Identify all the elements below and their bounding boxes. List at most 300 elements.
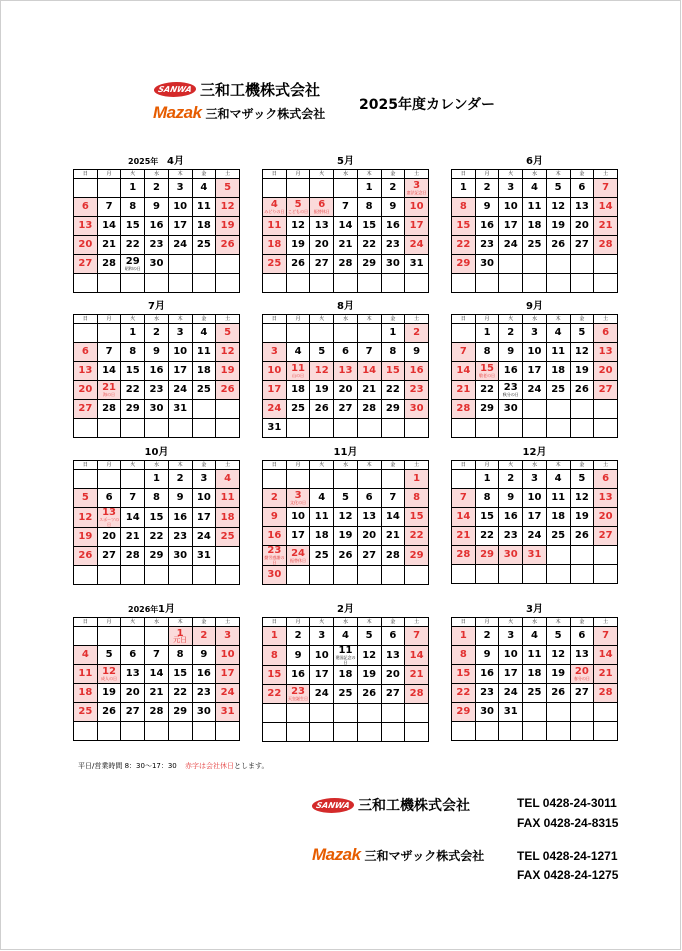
day-cell [381, 400, 405, 419]
day-number: 2 [294, 630, 302, 641]
day-number: 17 [314, 669, 329, 680]
holiday-day-cell [263, 400, 287, 419]
empty-cell [357, 723, 381, 742]
day-cell [97, 255, 121, 274]
day-cell [381, 255, 405, 274]
week-row [74, 274, 240, 293]
day-cell [145, 179, 169, 198]
empty-cell [570, 274, 594, 293]
day-cell [97, 400, 121, 419]
calendar-grid [73, 314, 240, 438]
day-number: 17 [196, 511, 211, 523]
day-cell [381, 666, 405, 685]
week-row [452, 179, 618, 198]
holiday-name: 昭和の日 [124, 266, 141, 271]
day-cell [357, 527, 381, 546]
day-cell [475, 627, 499, 646]
day-cell [523, 527, 547, 546]
day-number: 24 [220, 687, 235, 698]
empty-cell [145, 627, 169, 646]
empty-cell [263, 723, 287, 742]
day-number: 15 [480, 363, 495, 374]
day-number: 27 [125, 706, 140, 717]
empty-cell [499, 722, 523, 741]
weekday-header: 金 [192, 618, 216, 627]
day-number: 27 [78, 258, 93, 269]
day-cell [310, 666, 334, 685]
day-number: 14 [598, 201, 613, 212]
day-cell [523, 236, 547, 255]
holiday-day-cell [452, 362, 476, 381]
empty-cell [475, 419, 499, 438]
day-number: 15 [125, 365, 140, 376]
day-number: 19 [551, 668, 566, 679]
week-row [263, 470, 429, 489]
day-cell [97, 236, 121, 255]
day-cell [334, 666, 358, 685]
day-number: 3 [507, 182, 515, 193]
day-number: 20 [385, 669, 400, 680]
day-number: 11 [338, 645, 353, 656]
holiday-day-cell [405, 627, 429, 646]
holiday-day-cell [216, 684, 240, 703]
month-panel [73, 603, 240, 741]
day-number: 12 [574, 492, 589, 503]
day-cell [334, 527, 358, 546]
week-row [74, 324, 240, 343]
day-number: 4 [294, 346, 302, 357]
day-number: 26 [102, 706, 117, 717]
empty-cell [145, 566, 169, 585]
day-number: 24 [527, 530, 542, 541]
empty-cell [452, 565, 476, 584]
day-cell [310, 217, 334, 236]
empty-cell [74, 419, 98, 438]
empty-cell [74, 470, 98, 489]
day-number: 25 [220, 531, 235, 542]
day-cell [145, 400, 169, 419]
day-cell [381, 198, 405, 217]
day-number: 25 [291, 403, 306, 414]
holiday-day-cell [263, 546, 287, 566]
day-cell [121, 665, 145, 684]
empty-cell [192, 400, 216, 419]
day-number: 9 [152, 346, 160, 357]
day-cell [192, 236, 216, 255]
day-number: 22 [125, 239, 140, 250]
day-cell [381, 381, 405, 400]
holiday-name: 海の日 [103, 392, 116, 397]
holiday-day-cell [263, 627, 287, 646]
document-title: 2025年度カレンダー [359, 97, 496, 113]
day-number: 23 [503, 382, 518, 393]
day-number: 17 [220, 668, 235, 679]
empty-cell [499, 419, 523, 438]
empty-cell [334, 723, 358, 742]
day-cell [145, 198, 169, 217]
day-cell [357, 381, 381, 400]
day-number: 5 [341, 492, 349, 503]
weekday-header: 木 [546, 461, 570, 470]
day-cell [475, 400, 499, 419]
day-number: 26 [291, 258, 306, 269]
day-number: 9 [507, 492, 515, 503]
day-number: 1 [459, 182, 467, 193]
day-number: 10 [503, 649, 518, 660]
day-number: 16 [480, 668, 495, 679]
day-cell [334, 381, 358, 400]
day-number: 28 [456, 403, 471, 414]
day-cell [145, 684, 169, 703]
day-cell [499, 362, 523, 381]
empty-cell [570, 703, 594, 722]
day-number: 31 [196, 550, 211, 561]
day-cell [523, 627, 547, 646]
holiday-day-cell [74, 236, 98, 255]
day-cell [570, 684, 594, 703]
day-number: 16 [149, 220, 164, 231]
day-number: 29 [385, 403, 400, 414]
week-row [263, 646, 429, 666]
holiday-day-cell [74, 547, 98, 566]
holiday-day-cell [216, 627, 240, 646]
day-number: 10 [527, 346, 542, 357]
day-cell [475, 198, 499, 217]
empty-cell [310, 704, 334, 723]
day-number: 7 [105, 201, 113, 212]
day-cell [286, 666, 310, 685]
weekday-header: 月 [97, 170, 121, 179]
day-number: 26 [314, 403, 329, 414]
calendar-grid [451, 460, 618, 584]
day-number: 18 [196, 220, 211, 231]
day-number: 21 [456, 384, 471, 395]
week-row [74, 646, 240, 665]
weekday-header: 土 [405, 315, 429, 324]
weekday-header: 土 [594, 170, 618, 179]
empty-cell [121, 419, 145, 438]
empty-cell [357, 470, 381, 489]
day-number: 29 [456, 258, 471, 269]
day-number: 18 [196, 365, 211, 376]
day-number: 9 [413, 346, 421, 357]
day-number: 2 [483, 182, 491, 193]
weekday-header: 水 [334, 461, 358, 470]
holiday-day-cell [74, 528, 98, 547]
empty-cell [334, 470, 358, 489]
day-cell [286, 508, 310, 527]
day-cell [121, 400, 145, 419]
week-row [74, 508, 240, 528]
empty-cell [74, 179, 98, 198]
day-number: 4 [530, 182, 538, 193]
holiday-day-cell [74, 684, 98, 703]
day-number: 24 [196, 531, 211, 542]
holiday-day-cell [168, 627, 192, 646]
week-row [263, 198, 429, 217]
weekday-header: 日 [263, 618, 287, 627]
day-cell [499, 179, 523, 198]
empty-cell [594, 546, 618, 565]
month-name: 3月 [526, 604, 543, 615]
day-number: 12 [220, 201, 235, 212]
week-row [74, 470, 240, 489]
day-cell [357, 217, 381, 236]
empty-cell [546, 274, 570, 293]
day-number: 15 [125, 220, 140, 231]
month-name: 4月 [167, 156, 184, 167]
day-cell [475, 324, 499, 343]
weekday-header: 月 [286, 618, 310, 627]
day-number: 31 [173, 403, 188, 414]
month-name: 7月 [148, 301, 165, 312]
empty-cell [357, 566, 381, 585]
empty-cell [145, 722, 169, 741]
day-number: 9 [200, 649, 208, 660]
day-cell [310, 508, 334, 527]
weekday-header: 火 [121, 170, 145, 179]
day-number: 21 [385, 530, 400, 541]
day-cell [145, 470, 169, 489]
day-number: 25 [551, 384, 566, 395]
day-number: 7 [365, 346, 373, 357]
empty-cell [97, 324, 121, 343]
day-number: 28 [598, 239, 613, 250]
empty-cell [546, 400, 570, 419]
day-cell [121, 528, 145, 547]
empty-cell [594, 565, 618, 584]
empty-cell [286, 566, 310, 585]
day-number: 20 [314, 239, 329, 250]
day-number: 11 [551, 492, 566, 503]
footer-sanwa-badge-logo: SANWA [310, 798, 355, 813]
holiday-day-cell [405, 666, 429, 685]
weekday-header: 火 [499, 461, 523, 470]
weekday-header: 金 [570, 461, 594, 470]
week-row [263, 179, 429, 198]
day-number: 28 [125, 550, 140, 561]
empty-cell [97, 179, 121, 198]
weekday-header: 月 [286, 461, 310, 470]
holiday-day-cell [405, 381, 429, 400]
day-number: 19 [574, 511, 589, 522]
day-cell [121, 343, 145, 362]
day-number: 11 [314, 511, 329, 522]
empty-cell [310, 419, 334, 438]
empty-cell [168, 419, 192, 438]
empty-cell [334, 566, 358, 585]
day-cell [475, 703, 499, 722]
day-cell [121, 684, 145, 703]
empty-cell [97, 274, 121, 293]
day-number: 29 [125, 403, 140, 414]
day-number: 30 [149, 258, 164, 269]
day-number: 28 [456, 549, 471, 560]
day-number: 24 [173, 384, 188, 395]
day-number: 4 [200, 327, 208, 338]
day-number: 8 [129, 346, 137, 357]
mazak-tel: TEL 0428-24-1271 [517, 849, 618, 863]
day-number: 20 [362, 530, 377, 541]
empty-cell [310, 179, 334, 198]
weekday-header: 火 [310, 315, 334, 324]
day-number: 28 [385, 549, 400, 561]
weekday-header: 日 [263, 461, 287, 470]
weekday-header: 土 [216, 618, 240, 627]
day-cell [523, 179, 547, 198]
day-number: 16 [267, 530, 282, 541]
day-number: 15 [456, 668, 471, 679]
holiday-day-cell [216, 646, 240, 665]
holiday-day-cell [263, 343, 287, 362]
day-number: 14 [338, 220, 353, 231]
day-number: 12 [362, 649, 377, 661]
day-number: 23 [196, 687, 211, 698]
day-number: 11 [527, 649, 542, 660]
weekday-header: 月 [475, 315, 499, 324]
holiday-day-cell [216, 381, 240, 400]
day-cell [334, 198, 358, 217]
holiday-day-cell [74, 489, 98, 508]
day-number: 2 [270, 492, 278, 503]
day-number: 14 [456, 511, 471, 522]
holiday-day-cell [263, 217, 287, 236]
day-number: 1 [176, 628, 184, 639]
calendar-grid [451, 617, 618, 741]
day-number: 27 [338, 403, 353, 414]
empty-cell [570, 722, 594, 741]
day-cell [546, 627, 570, 646]
day-number: 21 [338, 239, 353, 250]
day-number: 30 [267, 569, 282, 580]
week-row [452, 274, 618, 293]
weekday-header: 日 [74, 315, 98, 324]
day-cell [546, 198, 570, 217]
day-cell [475, 646, 499, 665]
day-cell [570, 627, 594, 646]
empty-cell [452, 324, 476, 343]
day-number: 25 [267, 258, 282, 269]
weekday-header: 木 [357, 461, 381, 470]
day-number: 5 [105, 649, 113, 660]
week-row [263, 324, 429, 343]
day-cell [145, 665, 169, 684]
empty-cell [357, 324, 381, 343]
day-number: 29 [362, 258, 377, 269]
holiday-name: 憲法記念日 [406, 190, 427, 195]
empty-cell [475, 565, 499, 584]
empty-cell [286, 704, 310, 723]
day-number: 22 [456, 239, 471, 250]
day-number: 3 [530, 473, 538, 484]
day-number: 21 [598, 220, 613, 231]
day-number: 14 [385, 511, 400, 522]
day-number: 19 [220, 220, 235, 231]
holiday-day-cell [263, 198, 287, 217]
holiday-day-cell [405, 217, 429, 236]
day-number: 12 [291, 220, 306, 231]
weekday-header: 月 [475, 618, 499, 627]
day-number: 26 [220, 239, 235, 250]
day-cell [145, 236, 169, 255]
day-cell [334, 236, 358, 255]
holiday-day-cell [523, 546, 547, 565]
holiday-day-cell [263, 489, 287, 508]
day-number: 20 [338, 384, 353, 395]
day-cell [192, 684, 216, 703]
empty-cell [192, 419, 216, 438]
weekday-header: 月 [97, 461, 121, 470]
day-number: 23 [409, 384, 424, 395]
day-cell [405, 343, 429, 362]
weekday-header: 金 [570, 170, 594, 179]
month-name: 2月 [337, 604, 354, 615]
day-number: 17 [173, 220, 188, 231]
day-cell [475, 508, 499, 527]
weekday-header: 金 [381, 618, 405, 627]
day-number: 27 [362, 549, 377, 561]
day-number: 4 [530, 630, 538, 641]
holiday-day-cell [74, 343, 98, 362]
day-number: 12 [551, 649, 566, 660]
day-number: 3 [318, 630, 326, 641]
day-cell [546, 646, 570, 665]
day-cell [121, 381, 145, 400]
day-number: 19 [314, 384, 329, 395]
weekday-header: 日 [452, 618, 476, 627]
empty-cell [452, 274, 476, 293]
day-number: 25 [527, 239, 542, 250]
day-cell [168, 198, 192, 217]
holiday-day-cell [570, 665, 594, 684]
day-cell [499, 627, 523, 646]
day-number: 20 [598, 511, 613, 522]
day-number: 4 [341, 630, 349, 641]
day-number: 29 [480, 403, 495, 414]
day-cell [357, 508, 381, 527]
week-row [452, 343, 618, 362]
day-cell [121, 179, 145, 198]
holiday-day-cell [405, 489, 429, 508]
day-number: 9 [176, 492, 184, 503]
day-cell [121, 236, 145, 255]
day-number: 16 [173, 511, 188, 523]
day-cell [499, 236, 523, 255]
day-cell [334, 627, 358, 646]
day-cell [334, 400, 358, 419]
day-number: 3 [530, 327, 538, 338]
day-cell [570, 179, 594, 198]
day-cell [145, 343, 169, 362]
day-cell [381, 343, 405, 362]
day-cell [286, 236, 310, 255]
day-cell [97, 217, 121, 236]
mazak-logo [153, 103, 325, 123]
day-number: 9 [389, 201, 397, 212]
month-name: 11月 [333, 447, 358, 458]
holiday-day-cell [334, 362, 358, 381]
holiday-day-cell [594, 646, 618, 665]
day-cell [192, 470, 216, 489]
day-number: 2 [507, 327, 515, 338]
week-row [263, 685, 429, 704]
holiday-day-cell [405, 508, 429, 527]
weekday-header: 火 [499, 618, 523, 627]
day-cell [475, 684, 499, 703]
weekday-header: 金 [381, 315, 405, 324]
week-row [452, 362, 618, 381]
day-number: 7 [602, 182, 610, 193]
